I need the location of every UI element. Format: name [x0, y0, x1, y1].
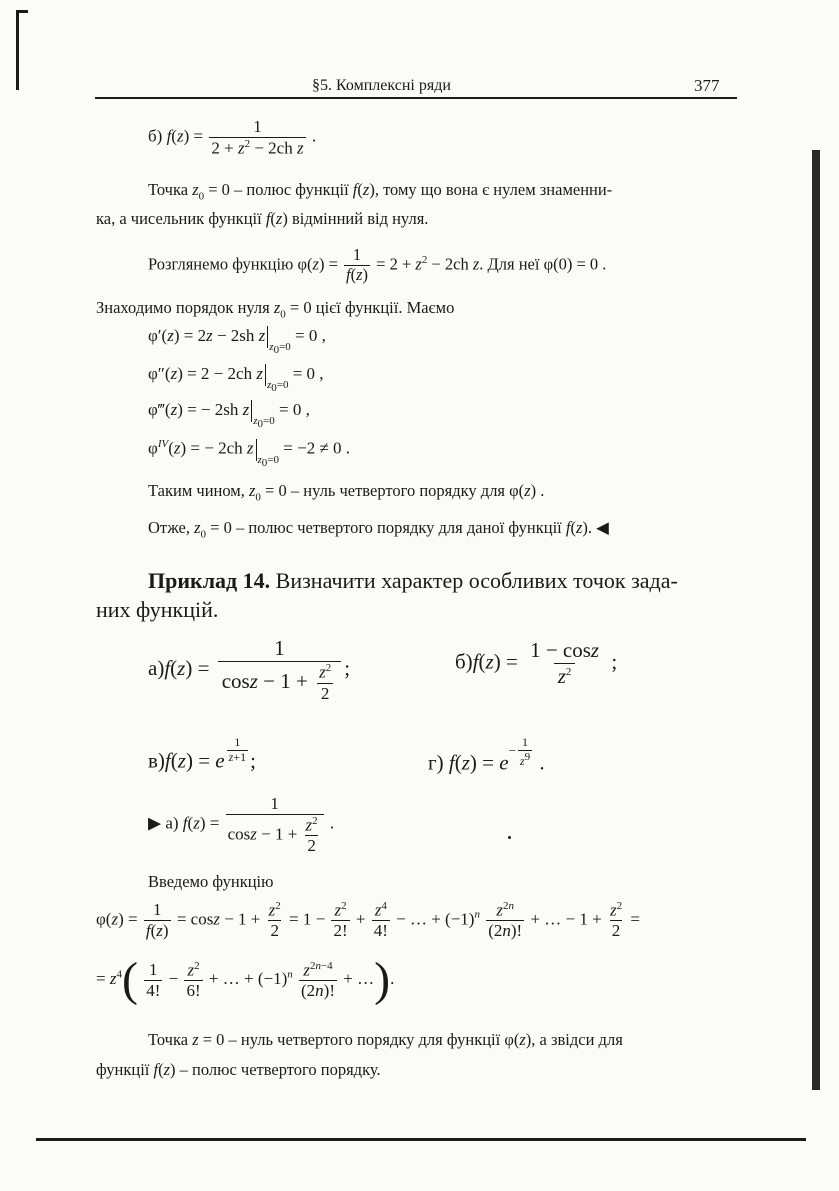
derivative-1: φ′(z) = 2z − 2sh $z_{z_0=0} = 0$ ,	[148, 326, 326, 357]
paragraph-pole-line1: Точка $z_0 = 0$ – полюс функції f(z), тому що вона є нулем знаменни-	[148, 180, 613, 203]
example-formula-b: б)f(z) = $\frac{1 - \cos z}{z^2}$ ;	[455, 638, 618, 689]
formula-b-definition: б) f(z) = $\frac{1}{2 + z^2 - 2ch z}$ .	[148, 117, 317, 158]
paragraph-pole-line2: ка, а чисельник функції f(z) відмінний від нуля.	[96, 209, 429, 228]
paragraph-thus: Таким чином, $z_0 = 0$ – нуль четвертого порядку для φ(z) .	[148, 481, 545, 504]
page-number: 377	[694, 76, 720, 95]
corner-mark-vertical	[16, 10, 19, 90]
example-heading-line1: Приклад 14. Визначити характер особливих точок зада-	[148, 568, 678, 593]
example-formula-v: в)f(z) = e $^{\frac{1}{z+1}}$ ;	[148, 735, 256, 773]
paragraph-find-order: Знаходимо порядок нуля $z_0 = 0$ цієї функції. Маємо	[96, 298, 455, 321]
solution-conclusion-line2: функції f(z) – полюс четвертого порядку.	[96, 1060, 381, 1079]
running-header-title: §5. Комплексні ряди	[312, 77, 451, 94]
solution-conclusion-line1: Точка z = 0 – нуль четвертого порядку для функції φ(z), а звідси для	[148, 1030, 623, 1049]
example-formula-g: г) $f(z) = e^{- \frac{1}{z^9}}$ .	[428, 735, 545, 775]
header-rule	[95, 97, 737, 99]
derivative-4: $\varphi^{IV}(z)$ = − 2ch $z_{z_0=0} = -2 \ne 0$ .	[148, 438, 351, 469]
paragraph-hence: Отже, $z_0 = 0$ – полюс четвертого порядку для даної функції f(z). ◀	[148, 518, 609, 541]
scan-edge-right	[812, 150, 820, 1090]
example-heading-line2: них функцій.	[96, 597, 219, 622]
stray-dot	[508, 836, 511, 839]
derivative-2: φ″(z) = 2 − 2ch $z_{z_0=0} = 0$ ,	[148, 364, 324, 395]
phi-expansion-line2: = $z^4$( $\frac{1}{4!}$ − $\frac{z^2}{6!}$ + … + $(-1)^n$ $\frac{z^{2n-4}}{(2n)!}$ + …).	[96, 953, 395, 1006]
example-formula-a: а)f(z) = 1 cosz − 1 + $\frac{z^2}{2}$ ;	[148, 636, 351, 704]
paragraph-consider-phi: Розглянемо функцію φ(z) = $\frac{1}{f(z)}$ = $2 + z^2 - 2ch$ z. Для неї φ(0) = 0 .	[148, 245, 607, 284]
derivative-3: φ‴(z) = − 2sh $z_{z_0=0} = 0$ ,	[148, 400, 310, 431]
corner-mark-horizontal	[16, 10, 28, 13]
scan-edge-bottom	[36, 1138, 806, 1141]
solution-intro: Введемо функцію	[148, 872, 274, 891]
phi-expansion-line1: φ(z) = $\frac{1}{f(z)}$ = cosz − 1 + $\frac{z^2}{2}$ = 1 − $\frac{z^2}{2!}$ + $\frac{z^4}{4!}$ − … + $(-1)^n$ $\frac{z^{2n}}{(2n)!}$ + … − 1 + $\frac{z^2}{2}$ =	[96, 900, 640, 941]
solution-a-formula: ▶ а) f(z) = 1 cosz − 1 + $\frac{z^2}{2}$ .	[148, 794, 335, 855]
